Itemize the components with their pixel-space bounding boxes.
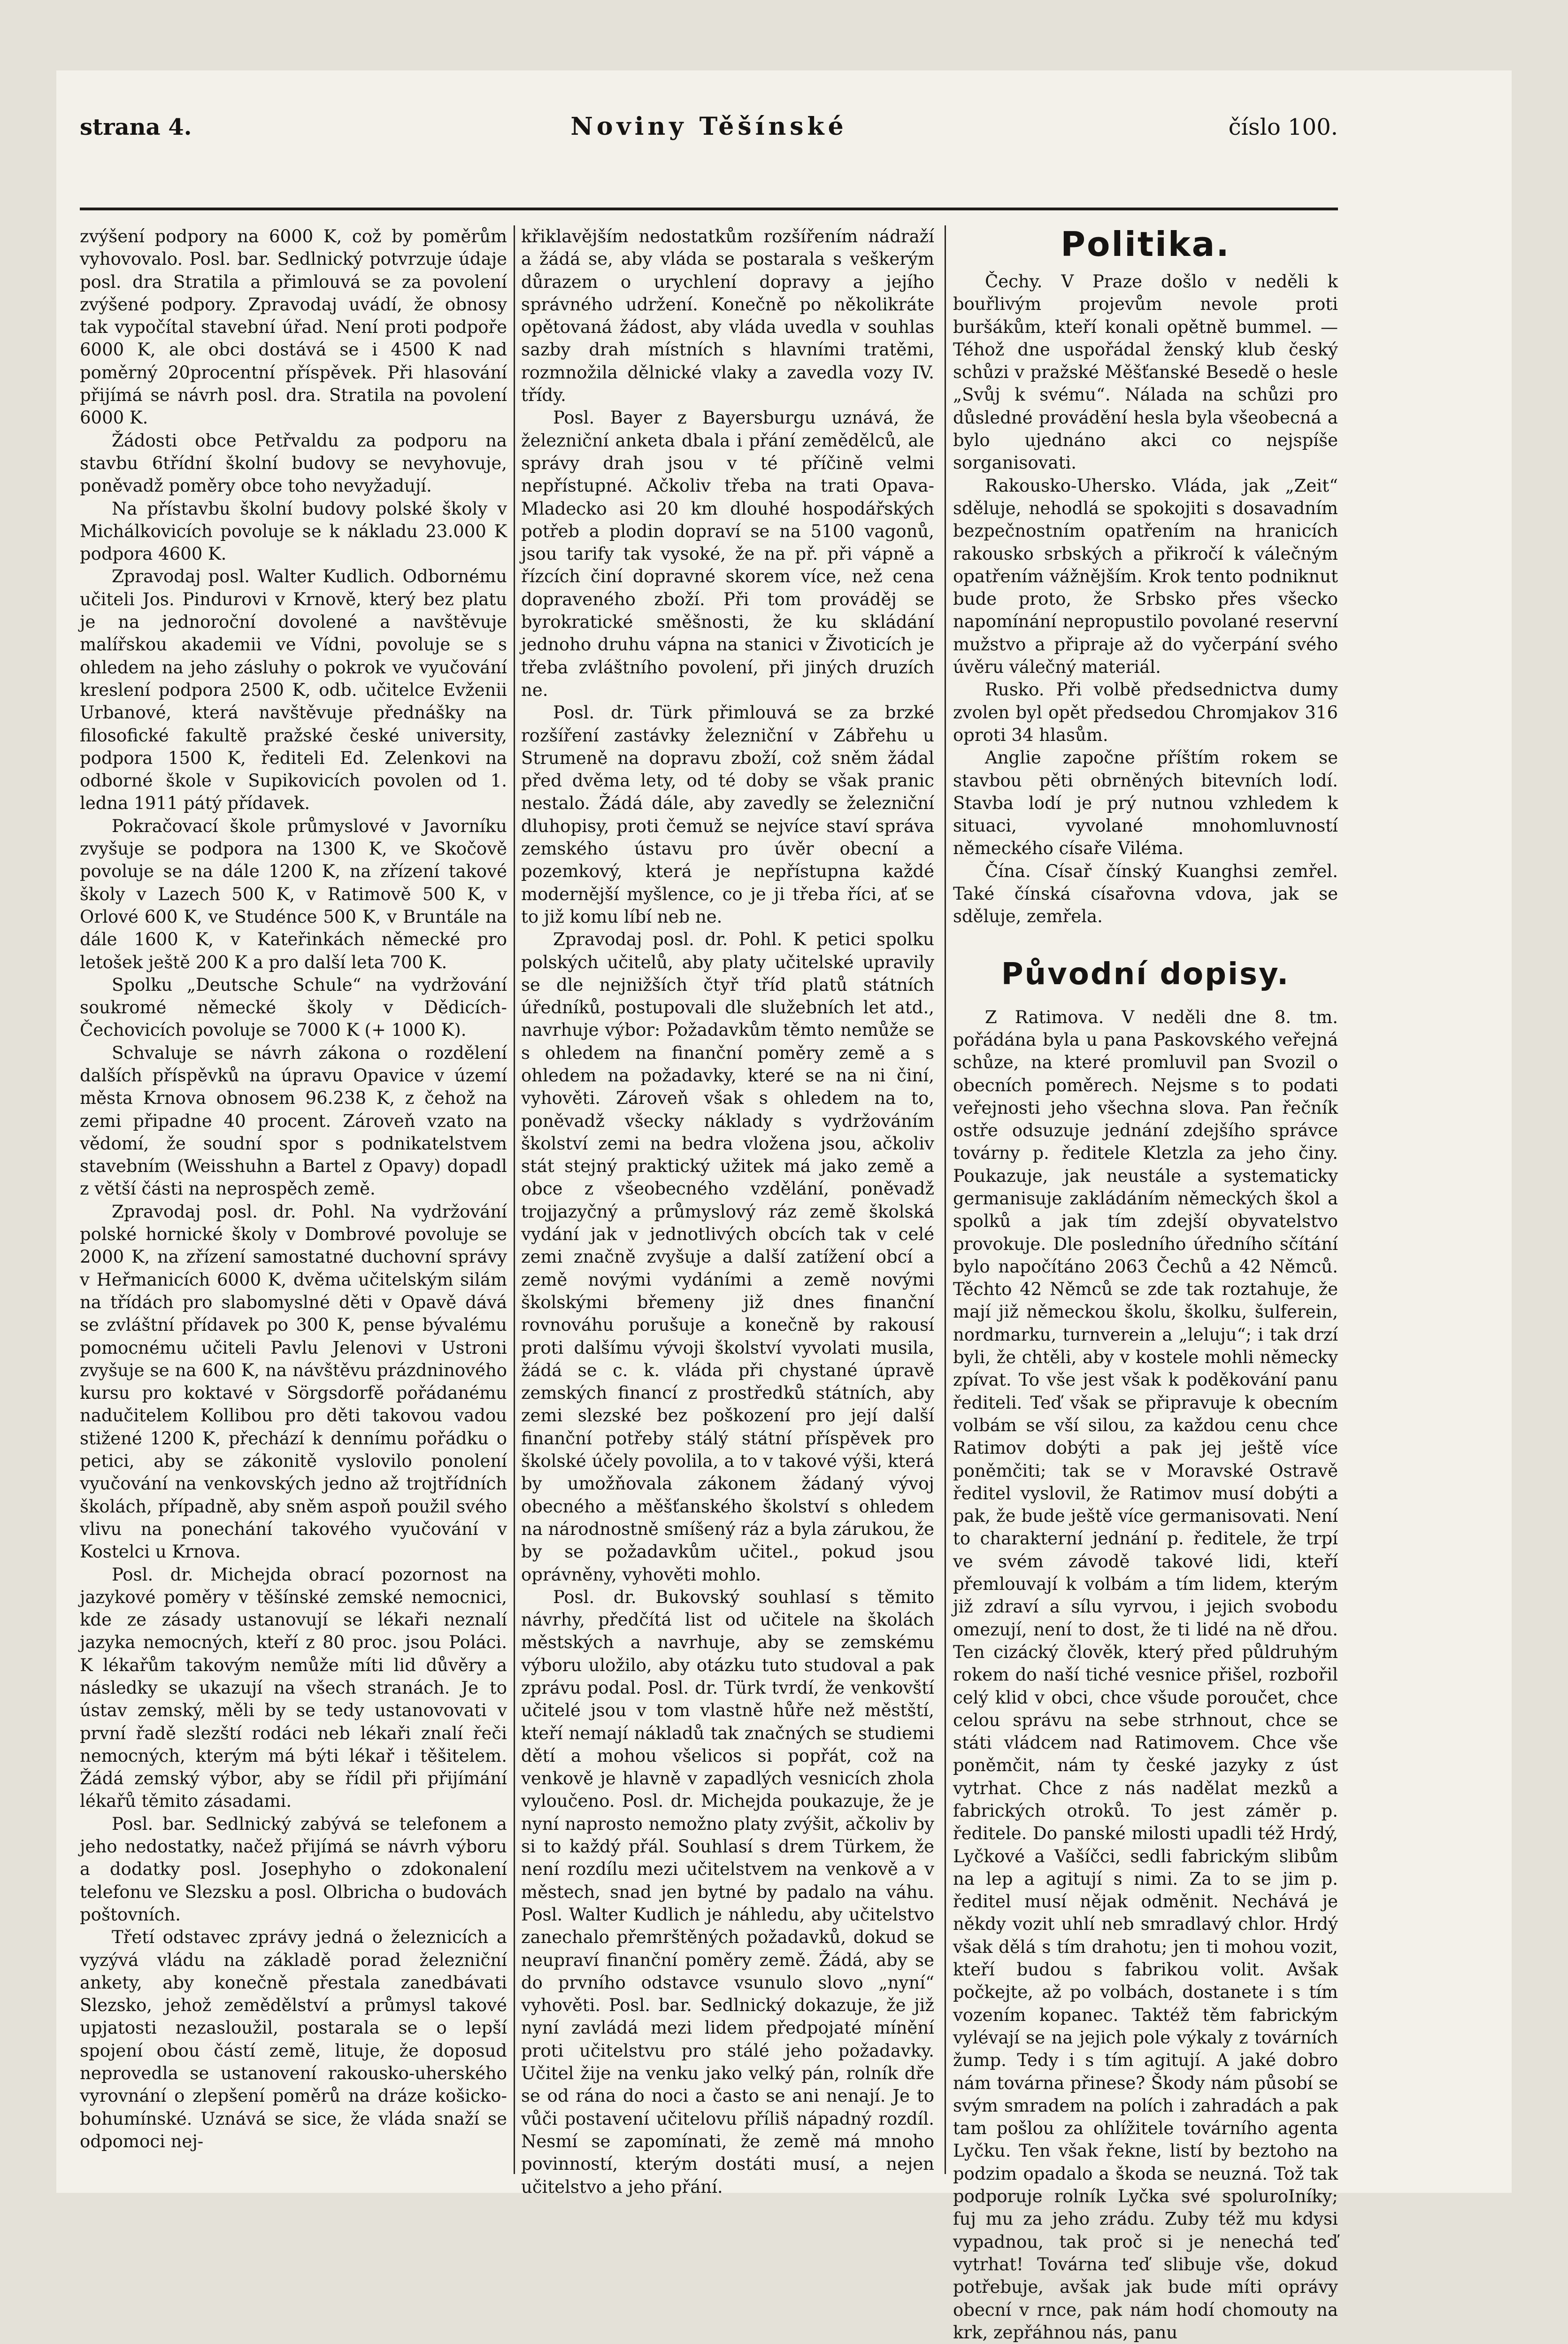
paragraph: Na přístavbu školní budovy polské školy v Michálkovicích povoluje se k nákladu 23.000 K podpora 4600 K. [80, 498, 507, 564]
section-heading-politika: Politika. [1061, 224, 1230, 264]
paragraph: Zpravodaj posl. Walter Kudlich. Odbornému učiteli Jos. Pindurovi v Krnově, který bez platu je na jednoroční dovolené a navštěvuje malířskou akademii ve Vídni, povoluje se s ohledem na jeho zásluhy o pokrok ve vyučování kreslení podpora 2500 K, odb. učitelce Evženii Urbanové, která navštěvuje přednášky na filosofické fakultě pražské české university, podpora 1500 K, řediteli Ed. Zelenkovi na odborné škole v Supikovicích povolen od 1. ledna 1911 pátý přídavek. [80, 566, 507, 814]
paragraph: Rakousko-Uhersko. Vláda, jak „Zeit“ sděluje, nehodlá se spokojiti s dosavadním bezpečnostním opatřením na hranicích rakousko srbských a přikročí k válečným opatřením vážnějším. Krok tento podniknut bude proto, že Srbsko přes všecko napomínání nepropustilo povolané reservní mužstvo a připraje až do vyčerpání svého úvěru válečný materiál. [953, 475, 1338, 678]
paragraph: Čína. Císař čínský Kuanghsi zemřel. Také čínská císařovna vdova, jak se sděluje, zemřela. [953, 861, 1338, 927]
paragraph: zvýšení podpory na 6000 K, což by poměrům vyhovovalo. Posl. bar. Sedlnický potvrzuje údaje posl. dra Stratila a přimlouvá se za povolení zvýšené podpory. Zpravodaj uvádí, že obnosy tak vypočítal stavební úřad. Není proti podpoře 6000 K, ale obci dostává se i 4500 K nad poměrný 20procentní příspěvek. Při hlasování přijímá se návrh posl. dra. Stratila na povolení 6000 K. [80, 226, 507, 428]
column-left [80, 225, 507, 2174]
issue-number: číslo 100. [1228, 114, 1338, 140]
paragraph: Pokračovací škole průmyslové v Javorníku zvyšuje se podpora na 1300 K, ve Skočově povoluje se na dále 1200 K, na zřízení takové školy v Lazech 500 K, v Ratimově 500 K, v Orlové 600 K, ve Studénce 500 K, v Bruntále na dále 1600 K, v Kateřinkách německé pro letošek ještě 200 K a pro další leta 700 K. [80, 816, 507, 972]
paragraph: Zpravodaj posl. dr. Pohl. K petici spolku polských učitelů, aby platy učitelské upravily se dle nejnižších čtyř tříd platů státních úředníků, postupovali dle služebních let atd., navrhuje výbor: Požadavkům těmto nemůže se s ohledem na finanční poměry země a s ohledem na požadavky, které se na ni činí, vyhověti. Zároveň však s ohledem na to, poněvadž všecky náklady s vydržováním školství zemi na bedra vložena jsou, ačkoliv stát stejný praktický užitek má jako země a obce z všeobecného vzdělání, poněvadž trojjazyčný a průmyslový ráz země školská vydání jak v jednotlivých obcích tak v celé zemi značně zvyšuje a další zatížení obcí a země novými vydáními a země novými školskými břemeny již dnes finanční rovnováhu porušuje a konečně by rakousí proti dalšímu vývoji školství vyvolati musila, žádá se c. k. vláda při chystané úpravě zemských financí z prostředků státních, aby zemi slezské bez poškození pro její další finanční potřeby stálý státní příspěvek pro školské účely povolila, a to v takové výši, která by umožňovala zákonem žádaný vývoj obecného a měšťanského školství s ohledem na národnostně smíšený ráz a byla zárukou, že by se požadavkům učitel., pokud jsou oprávněny, vyhověti mohlo. [521, 929, 934, 1585]
paragraph: křiklavějším nedostatkům rozšířením nádraží a žádá se, aby vláda se postarala s veškerým důrazem o urychlení dopravy a jejího správného udržení. Konečně po několikráte opětovaná žádost, aby vláda uvedla v souhlas sazby drah místních s hlavními tratěmi, rozmnožila dělnické vlaky a zavedla vozy IV. třídy. [521, 226, 934, 406]
column-right [953, 224, 1338, 2343]
page-header [80, 106, 1338, 148]
paragraph: Schvaluje se návrh zákona o rozdělení dalších příspěvků na úpravu Opavice v území města Krnova obnosem 96.238 K, z čehož na zemi připadne 40 procent. Zároveň vzato na vědomí, že soudní spor s podnikatelstvem stavebním (Weisshuhn a Bartel z Opavy) dopadl z větší části na neprospěch země. [80, 1042, 507, 1199]
paragraph: Anglie započne příštím rokem se stavbou pěti obrněných bitevních lodí. Stavba lodí je prý nutnou vzhledem k situaci, vyvolané mnohomluvností německého císaře Viléma. [953, 748, 1338, 859]
paragraph: Spolku „Deutsche Schule“ na vydržování soukromé německé školy v Dědicích-Čechovicích povoluje se 7000 K (+ 1000 K). [80, 974, 507, 1041]
paragraph: Třetí odstavec zprávy jedná o železnicích a vyzývá vládu na základě porad železniční ankety, aby konečně přestala zanedbávati Slezsko, jehož zemědělství a průmysl takové upjatosti nezasloužil, postarala se o lepší spojení obou částí země, lituje, že doposud neprovedla se ustanovení rakousko-uherského vyrovnání o zlepšení poměrů na dráze košicko-bohumínské. Uznává se sice, že vláda snaží se odpomoci nej- [80, 1927, 507, 2151]
section-heading-dopisy: Původní dopisy. [1001, 956, 1290, 992]
paragraph: Posl. Bayer z Bayersburgu uznává, že železniční anketa dbala i přání zemědělců, ale správy drah jsou v té příčině velmi nepřístupné. Ačkoliv třeba na trati Opava-Mladecko asi 20 km dlouhé hospodářských potřeb a plodin dopraví se na 5100 vagonů, jsou tarify tak vysoké, že na př. při vápně a řízcích činí dopravné skorem více, než cena dopraveného zboží. Při tom prováděj se byrokratické směšnosti, že ku skládání jednoho druhu vápna na stanici v Životicích je třeba zvláštního povolení, při jiných druzích ne. [521, 408, 934, 700]
column-middle [521, 225, 934, 2197]
paragraph: Posl. dr. Türk přimlouvá se za brzké rozšíření zastávky železniční v Zábřehu u Strumeně na dopravu zboží, což sněm žádal před dvěma lety, od té doby se však pranic nestalo. Žádá dále, aby zavedly se železniční dluhopisy, proti čemuž se nejvíce staví správa zemského ústavu pro úvěr obecní a pozemkový, která je nepřístupna každé modernější myšlence, co je ji třeba říci, ať se to již komu líbí neb ne. [521, 702, 934, 927]
column-divider [514, 225, 515, 2174]
masthead-title: Noviny Těšínské [570, 112, 847, 141]
page-number: strana 4. [80, 114, 192, 140]
paragraph: Rusko. Při volbě předsednictva dumy zvolen byl opět předsedou Chromjakov 316 oproti 34 hlasům. [953, 679, 1338, 745]
paragraph: Posl. dr. Bukovský souhlasí s těmito návrhy, předčítá list od učitele na školách městských a navrhuje, aby se zemskému výboru uložilo, aby otázku tuto studoval a pak zprávu podal. Posl. dr. Türk tvrdí, že venkovští učitelé jsou v tom vlastně hůře než městští, kteří nemají nákladů tak značných se studiemi dětí a mohou všelicos si popřát, což na venkově je hlavně v zapadlých vesnicích zhola vyloučeno. Posl. dr. Michejda poukazuje, že je nyní naprosto nemožno platy zvýšit, ačkoliv by si to každý přál. Souhlasí s drem Türkem, že není rozdílu mezi učitelstvem na venkově a v městech, snad jen bytné by padalo na váhu. Posl. Walter Kudlich je náhledu, aby učitelstvo zanechalo přemrštěných požadavků, dokud se neupraví finanční poměry země. Žádá, aby se do prvního odstavce vsunulo slovo „nyní“ vyhověti. Posl. bar. Sedlnický dokazuje, že již nyní zavládá mezi lidem předpojaté mínění proti učitelstvu pro stálé jeho požadavky. Učitel žije na venku jako velký pán, rolník dře se od rána do noci a často se ani nenají. Je to vůči postavení učitelovu příliš nápadný rozdíl. Nesmí se zapomínati, že země má mnoho povinností, kterým dostáti musí, a nejen učitelstvo a jeho přání. [521, 1587, 934, 2197]
paragraph: Z Ratimova. V neděli dne 8. tm. pořádána byla u pana Paskovského veřejná schůze, na které promluvil pan Svozil o obecních poměrech. Nejsme s to podati veřejnosti jeho všechna slova. Pan řečník ostře odsuzuje jednání zdejšího správce továrny p. ředitele Kletzla za jeho činy. Poukazuje, jak neustále a systematicky germanisuje zakládáním německých škol a spolků a jak tím zdejší obyvatelstvo provokuje. Dle posledního úředního sčítání bylo napočítáno 2063 Čechů a 42 Němců. Těchto 42 Němců se zde tak roztahuje, že mají již německou školu, školku, šulferein, nordmarku, turnverein a „leluju“; i tak drzí byli, že chtěli, aby v kostele mohli německy zpívat. To vše jest však k poděkování panu řediteli. Teď však se připravuje k obecním volbám se vší silou, za každou cenu chce Ratimov dobýti a pak jej ještě více poněmčiti; tak se v Moravské Ostravě ředitel vyslovil, že Ratimov musí dobýti a pak, že bude ještě více germanisovati. Není to charakterní jednání p. ředitele, že trpí ve svém závodě takové lidi, kteří přemlouvají k volbám a tím lidem, kterým již zdraví a sílu vyrvou, i jejich svobodu omezují, není to dost, že ti lidé na ně dřou. Ten cizácký člověk, který před půldruhým rokem do naší tiché vesnice přišel, rozbořil celý klid v obci, chce všude poroučet, chce celou správu na sebe strhnout, chce se státi vládcem nad Ratimovem. Chce vše poněmčit, nám ty české jazyky z úst vytrhat. Chce z nás nadělat mezků a fabrických otroků. To jest záměr p. ředitele. Do panské milosti upadli též Hrdý, Lyčkové a Vašíčci, sedli fabrickým slibům na lep a agitují s nimi. Za to se jim p. ředitel musí nějak odměnit. Nechává je někdy vozit uhlí neb smradlavý chlor. Hrdý však dělá s tím drahotu; jen ti mohou vozit, kteří budou s fabrikou volit. Avšak počkejte, až po volbách, dostanete i s tím vozením kopanec. Taktéž těm fabrickým vylévají se na jejich pole výkaly z továrních žump. Tedy i s tím agitují. A jaké dobro nám továrna přinese? Škody nám působí se svým smradem na polích i zahradách a pak tam pošlou za ohlížitele továrního agenta Lyčku. Ten však řekne, listí by beztoho na podzim opadalo a škoda se neuzná. Tož tak podporuje rolník Lyčka své spoluroIníky; fuj mu za jeho zrádu. Zuby též mu kdysi vypadnou, tak proč si je nenechá teď vytrhat! Továrna teď slibuje vše, dokud potřebuje, avšak jak bude míti oprávy obecní v rnce, pak nám hodí chomouty na krk, zepřáhnou nás, panu [953, 1007, 1338, 2343]
paragraph: Posl. dr. Michejda obrací pozornost na jazykové poměry v těšínské zemské nemocnici, kde ze zásady ustanovují se lékaři neznalí jazyka nemocných, kteří z 80 proc. jsou Poláci. K lékařům takovým nemůže míti lid důvěry a následky se ukazují na všech stranách. Je to ústav zemský, měli by se tedy ustanovovati v první řadě slezští rodáci neb lékaři znalí řeči nemocných, kterým má býti lékař i těšitelem. Žádá zemský výbor, aby se řídil při přijímání lékařů těmito zásadami. [80, 1564, 507, 1812]
header-rule [80, 208, 1338, 210]
column-divider [945, 225, 946, 2174]
paragraph: Posl. bar. Sedlnický zabývá se telefonem a jeho nedostatky, načež přijímá se návrh výboru a dodatky posl. Josephyho o zdokonalení telefonu ve Slezsku a posl. Olbricha o budovách poštovních. [80, 1813, 507, 1925]
paragraph: Zpravodaj posl. dr. Pohl. Na vydržování polské hornické školy v Dombrové povoluje se 2000 K, na zřízení samostatné duchovní správy v Heřmanicích 6000 K, dvěma učitelským silám na třídách pro slabomyslné děti v Opavě dává se zvláštní přídavek po 300 K, pense bývalému pomocnému učiteli Pavlu Jelenovi v Ustroni zvyšuje se na 600 K, na návštěvu prázdninového kursu pro koktavé v Sörgsdorfě pořádanému nadučitelem Kollibou pro děti takovou vadou stižené 1200 K, přechází k dennímu pořádku o petici, aby se zákonitě vyslovilo ponolení vyučování na venkovských jedno až trojtřídních školách, případně, aby sněm aspoň použil svého vlivu na ponechání takového vyučování v Kostelci u Krnova. [80, 1201, 507, 1562]
paragraph: Čechy. V Praze došlo v neděli k bouřlivým projevům nevole proti buršákům, kteří konali opětně bummel. — Téhož dne uspořádal ženský klub český schůzi v pražské Měšťanské Besedě o hesle „Svůj k svému“. Nálada na schůzi pro důsledné provádění hesla byla všeobecná a bylo ujednáno akci co nejspíše sorganisovati. [953, 271, 1338, 473]
paragraph: Žádosti obce Petřvaldu za podporu na stavbu 6třídní školní budovy se nevyhovuje, poněvadž poměry obce toho nevyžadují. [80, 430, 507, 496]
